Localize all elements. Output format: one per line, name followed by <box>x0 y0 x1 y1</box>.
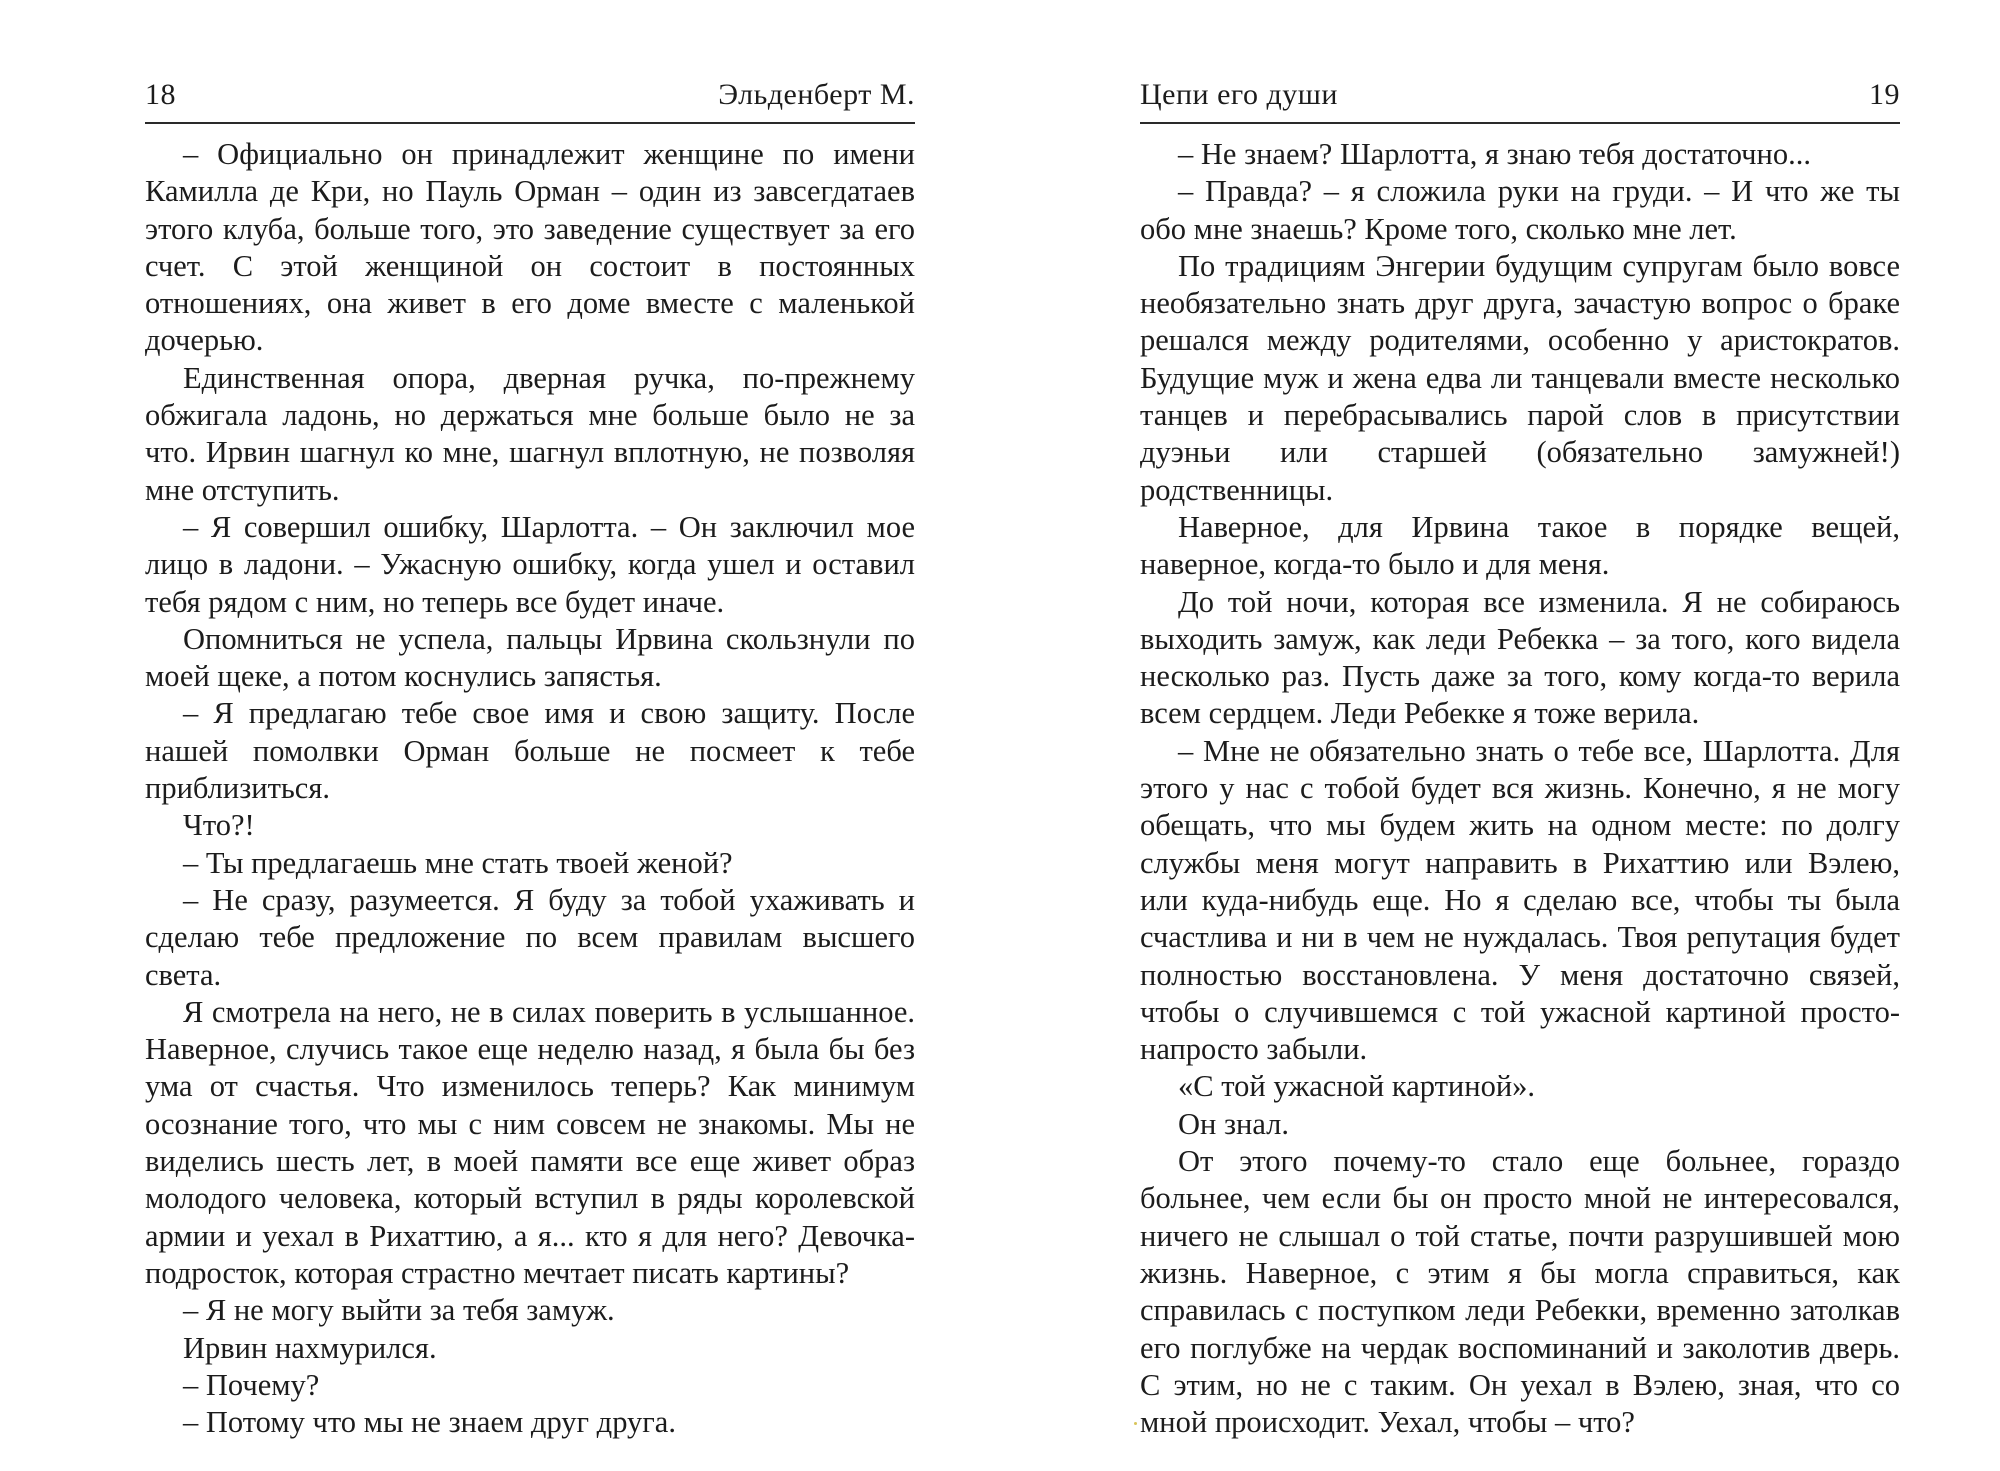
paragraph: Я смотрела на него, не в силах поверить в услышанное. Наверное, случись такое еще неделю назад, я была бы без ума от счастья. Что изменилось теперь? Как минимум осознание того, что мы с ним совсем не знакомы. Мы не виделись шесть лет, в моей памяти все еще живет образ молодого человека, который вступил в ряды королевской армии и уехал в Рихаттию, а я... кто я для него? Девочка-подросток, которая страстно мечтает писать картины? <box>145 994 915 1290</box>
paragraph: Он знал. <box>1178 1106 1289 1141</box>
running-head-title: Цепи его души <box>1140 78 1338 111</box>
right-page-text <box>1140 136 1900 1441</box>
paragraph: «С той ужасной картиной». <box>1178 1069 1536 1104</box>
paragraph: Ирвин нахмурился. <box>183 1330 437 1365</box>
paragraph: Единственная опора, дверная ручка, по-прежнему обжигала ладонь, но держаться мне больше было не за что. Ирвин шагнул ко мне, шагнул вплотную, не позволяя мне отступить. <box>145 360 915 507</box>
paragraph: – Не знаем? Шарлотта, я знаю тебя достаточно... <box>1178 137 1811 171</box>
paragraph: – Я не могу выйти за тебя замуж. <box>183 1293 615 1328</box>
paragraph: До той ночи, которая все изменила. Я не собираюсь выходить замуж, как леди Ребекка – за того, кого видела несколько раз. Пусть даже за того, кому когда-то верила всем сердцем. Леди Ребекке я тоже верила. <box>1140 584 1900 731</box>
right-page <box>1140 78 1900 1441</box>
page-number: 18 <box>145 78 176 111</box>
paragraph: От этого почему-то стало еще больнее, гораздо больнее, чем если бы он просто мной не интересовался, ничего не слышал о той статье, почти разрушившей мою жизнь. Наверное, с этим я бы могла справиться, как справилась с поступком леди Ребекки, временно затолкав его поглубже на чердак воспоминаний и заколотив дверь. С этим, но не с таким. Он уехал в Вэлею, зная, что со мной происходит. Уехал, чтобы – что? <box>1140 1144 1900 1440</box>
paragraph: – Не сразу, разумеется. Я буду за тобой ухаживать и сделаю тебе предложение по всем правилам высшего света. <box>145 882 915 992</box>
page-number: 19 <box>1869 78 1900 111</box>
paragraph: – Мне не обязательно знать о тебе все, Шарлотта. Для этого у нас с тобой будет вся жизнь. Конечно, я не могу обещать, что мы будем жить на одном месте: по долгу службы меня могут направить в Рихаттию или Вэлею, или куда-нибудь еще. Но я сделаю все, чтобы ты была счастлива и ни в чем не нуждалась. Твоя репутация будет полностью восстановлена. У меня достаточно связей, чтобы о случившемся с той ужасной картиной просто-напросто забыли. <box>1140 733 1900 1067</box>
paragraph: Опомниться не успела, пальцы Ирвина скользнули по моей щеке, а потом коснулись запястья. <box>145 621 915 694</box>
paragraph: – Я предлагаю тебе свое имя и свою защиту. После нашей помолвки Орман больше не посмеет к тебе приблизиться. <box>145 696 915 806</box>
paragraph: – Ты предлагаешь мне стать твоей женой? <box>183 845 733 880</box>
paragraph: – Официально он принадлежит женщине по имени Камилла де Кри, но Пауль Орман – один из завсегдатаев этого клуба, больше того, это заведение существует за его счет. С этой женщиной он состоит в постоянных отношениях, она живет в его доме вместе с маленькой дочерью. <box>145 137 915 358</box>
paragraph: – Я совершил ошибку, Шарлотта. – Он заключил мое лицо в ладони. – Ужасную ошибку, когда ушел и оставил тебя рядом с ним, но теперь все будет иначе. <box>145 509 915 619</box>
left-page <box>145 78 915 1441</box>
right-page-header <box>1140 78 1900 124</box>
left-page-text <box>145 136 915 1441</box>
paragraph: Наверное, для Ирвина такое в порядке вещей, наверное, когда-то было и для меня. <box>1140 509 1900 582</box>
paragraph: По традициям Энгерии будущим супругам было вовсе необязательно знать друг друга, зачастую вопрос о браке решался между родителями, особенно у аристократов. Будущие муж и жена едва ли танцевали вместе несколько танцев и перебрасывались парой слов в присутствии дуэньи или старшей (обязательно замужней!) родственницы. <box>1140 248 1900 507</box>
ink-speck <box>1134 1422 1137 1425</box>
paragraph: – Правда? – я сложила руки на груди. – И что же ты обо мне знаешь? Кроме того, сколько мне лет. <box>1140 174 1900 246</box>
paragraph: Что?! <box>183 808 255 843</box>
left-page-header <box>145 78 915 124</box>
paragraph: – Почему? <box>183 1367 320 1402</box>
paragraph: – Потому что мы не знаем друг друга. <box>183 1405 676 1440</box>
running-head-author: Эльденберт М. <box>718 78 915 111</box>
